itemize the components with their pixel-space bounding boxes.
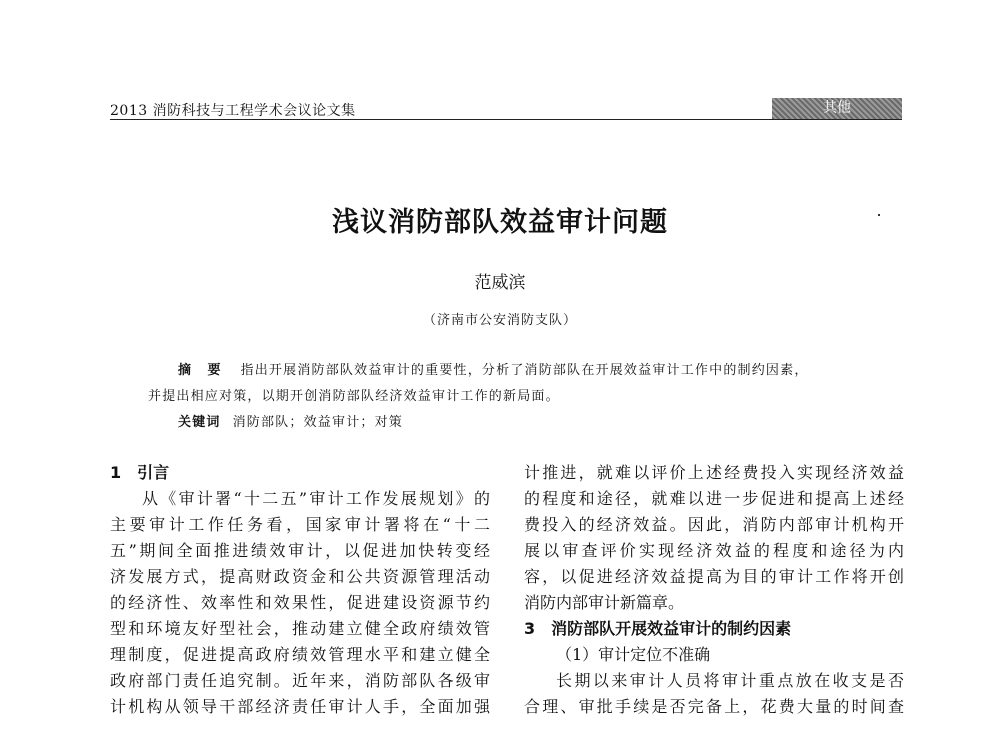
keywords-label: 关键词 (178, 415, 221, 430)
abstract-line-1 (178, 359, 809, 378)
paper-affiliation: （济南市公安消防支队） (422, 313, 577, 328)
left-column (110, 460, 490, 720)
text-line: 型和环境友好型社会，推动建立健全政府绩效管 (110, 619, 490, 638)
text-line: 合理、审批手续是否完备上，花费大量的时间查 (524, 697, 904, 716)
text-line: 五”期间全面推进绩效审计，以促进加快转变经 (110, 541, 490, 560)
text-line: 政府部门责任追究制。近年来，消防部队各级审 (110, 671, 490, 690)
abstract-text-1: 指出开展消防部队效益审计的重要性，分析了消防部队在开展效益审计工作中的制约因素， (240, 363, 809, 378)
text-line: 长期以来审计人员将审计重点放在收支是否 (556, 671, 904, 690)
abstract-label: 摘 要 (178, 363, 227, 378)
text-line: 主要审计工作任务看，国家审计署将在“十二 (110, 515, 490, 534)
text-line: 容，以促进经济效益提高为目的审计工作将开创 (524, 567, 904, 586)
proceedings-title: 2013 消防科技与工程学术会议论文集 (110, 103, 356, 119)
text-line: 济发展方式，提高财政资金和公共资源管理活动 (110, 567, 490, 586)
text-line: 理制度，促进提高政府绩效管理水平和建立健全 (110, 645, 490, 664)
section-1-number: 1 (110, 463, 122, 482)
section-1-title: 引言 (137, 463, 170, 482)
keywords-text: 消防部队；效益审计；对策 (232, 415, 404, 430)
keywords-line (178, 411, 403, 430)
section-3-number: 3 (524, 619, 536, 638)
text-line: 计机构从领导干部经济责任审计人手，全面加强 (110, 697, 490, 716)
text-line: 的经济性、效率性和效果性，促进建设资源节约 (110, 593, 490, 612)
paper-title: 浅议消防部队效益审计问题 (332, 207, 668, 238)
text-line: 的程度和途径，就难以进一步促进和提高上述经 (524, 489, 904, 508)
text-line: 展以审查评价实现经济效益的程度和途径为内 (524, 541, 904, 560)
text-line: 消防内部审计新篇章。 (524, 593, 685, 612)
abstract-line-2: 并提出相应对策，以期开创消防部队经济效益审计工作的新局面。 (148, 389, 560, 404)
text-line: 费投入的经济效益。因此，消防内部审计机构开 (524, 515, 904, 534)
paper-author: 范威滨 (474, 273, 526, 293)
section-3-heading (524, 616, 904, 642)
text-line: 计推进，就难以评价上述经费投入实现经济效益 (524, 463, 904, 482)
subsection-heading: （1）审计定位不准确 (556, 645, 711, 664)
header-rule (110, 119, 902, 120)
right-column (524, 460, 904, 720)
section-1-heading (110, 460, 490, 486)
section-3-title: 消防部队开展效益审计的制约因素 (551, 619, 792, 638)
section-tag-badge: 其他 (772, 98, 902, 119)
text-line: 从《审计署“十二五”审计工作发展规划》的 (142, 489, 490, 508)
